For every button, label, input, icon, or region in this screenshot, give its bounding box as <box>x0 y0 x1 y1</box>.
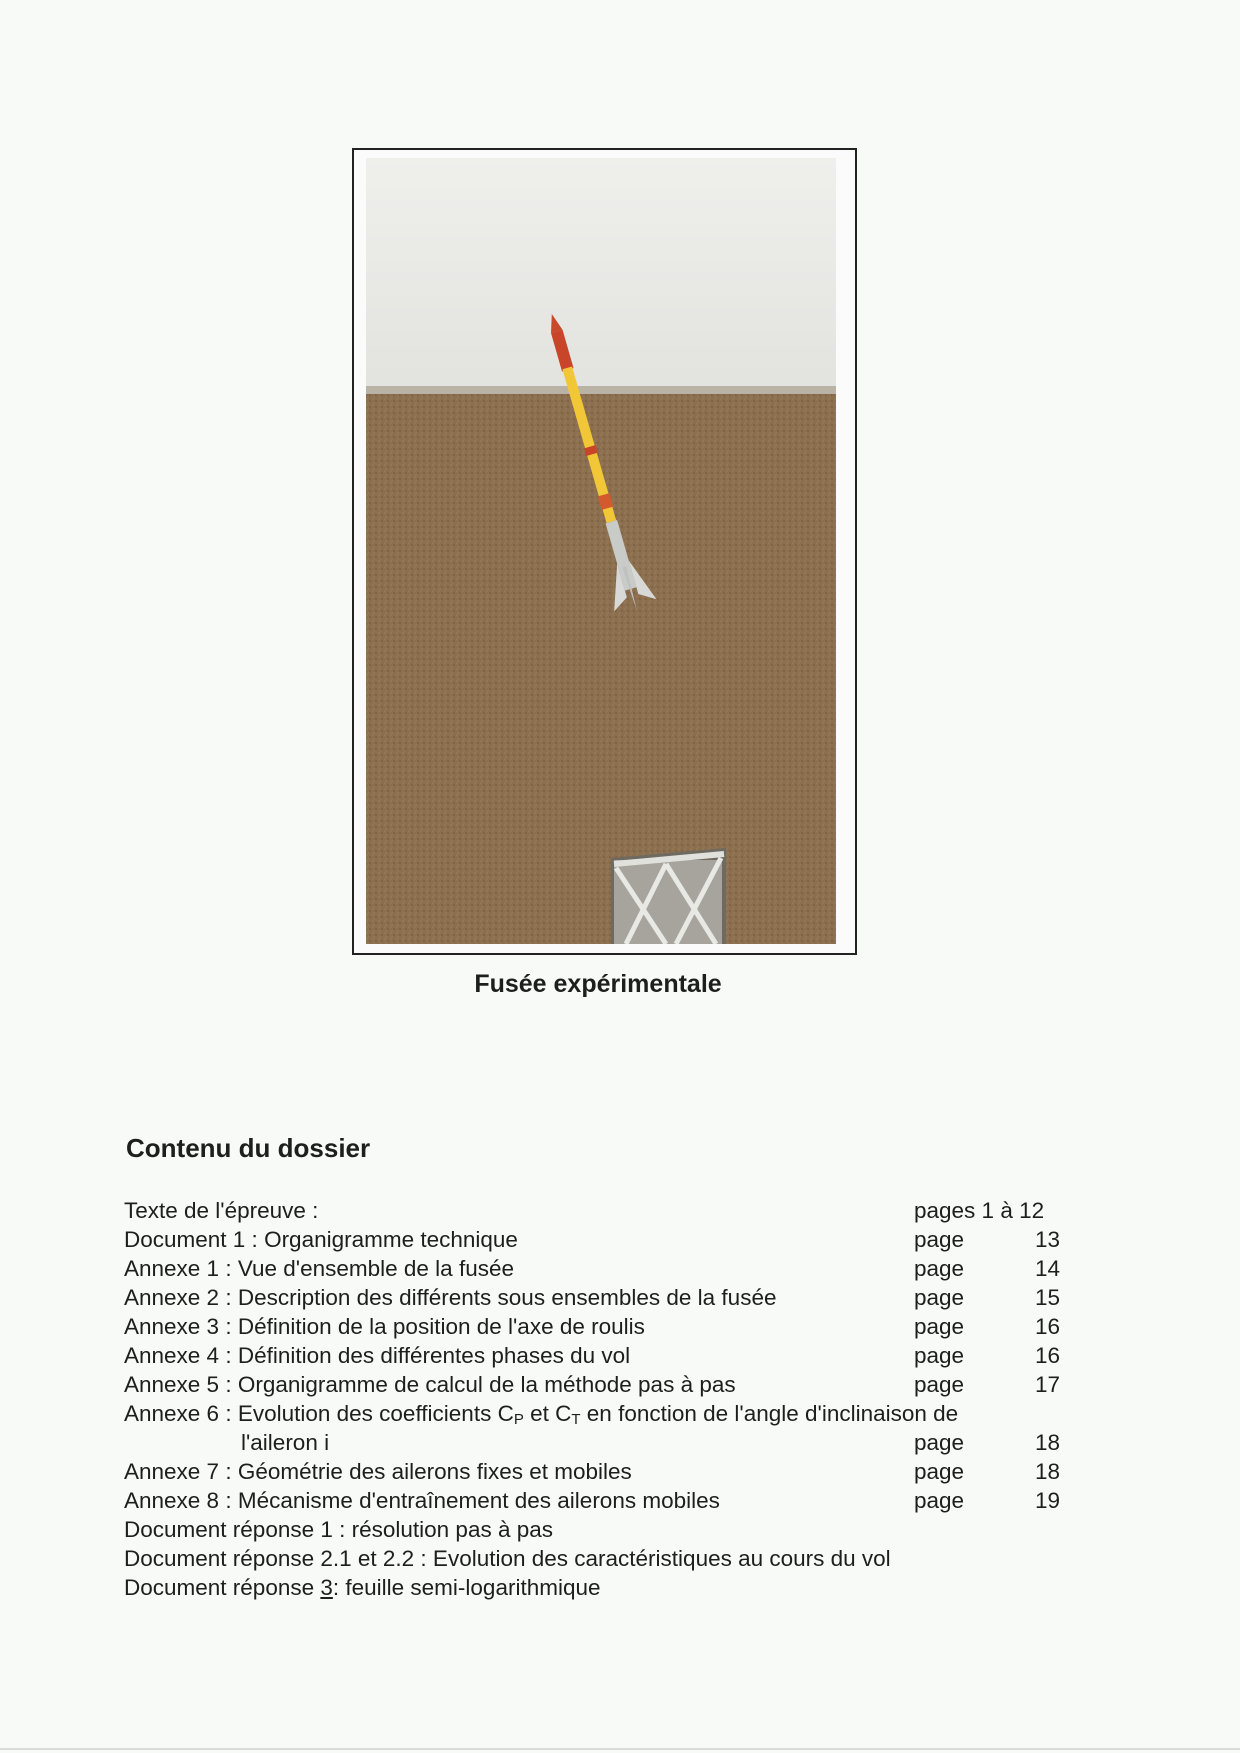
toc-row <box>124 1486 1084 1515</box>
toc-row <box>124 1341 1084 1370</box>
photo-frame <box>352 148 857 955</box>
toc-row <box>124 1457 1084 1486</box>
toc-label: Document réponse 1 : résolution pas à pas <box>124 1517 554 1542</box>
toc-label: Annexe 6 : Evolution des coefficients $C_P$ et $C_T$ en fonction de l'angle d'inclinaison de <box>124 1401 959 1428</box>
toc-label: Document réponse 3: feuille semi-logarithmique <box>124 1575 601 1600</box>
toc-page-number: 15 <box>1034 1285 1060 1310</box>
toc-page-label: page <box>914 1227 965 1252</box>
toc-label: Document réponse 2.1 et 2.2 : Evolution des caractéristiques au cours du vol <box>124 1546 891 1571</box>
toc-label: Annexe 8 : Mécanisme d'entraînement des ailerons mobiles <box>124 1488 720 1513</box>
toc-label: Texte de l'épreuve : <box>124 1198 319 1223</box>
contents-title: Contenu du dossier <box>126 1133 371 1163</box>
toc-row <box>124 1399 1084 1428</box>
page-edge <box>0 1748 1240 1750</box>
rocket-launch-photo <box>366 158 836 944</box>
figure-caption: Fusée expérimentale <box>474 970 722 998</box>
toc-page-number: 19 <box>1034 1488 1060 1513</box>
toc-row <box>124 1225 1084 1254</box>
toc-label: l'aileron i <box>241 1430 330 1455</box>
toc-page-label: page <box>914 1285 965 1310</box>
toc-page-number: 18 <box>1034 1459 1060 1484</box>
toc-page-label: page <box>914 1314 965 1339</box>
toc-label: Annexe 5 : Organigramme de calcul de la méthode pas à pas <box>124 1372 736 1397</box>
toc-page-range: pages 1 à 12 <box>914 1198 1045 1223</box>
toc-page-label: page <box>914 1256 965 1281</box>
toc-page-label: page <box>914 1343 965 1368</box>
toc-page-number: 13 <box>1034 1227 1060 1252</box>
toc-label: Annexe 3 : Définition de la position de l'axe de roulis <box>124 1314 645 1339</box>
toc-page-number: 17 <box>1034 1372 1060 1397</box>
toc-label: Document 1 : Organigramme technique <box>124 1227 518 1252</box>
toc-page-number: 18 <box>1034 1430 1060 1455</box>
toc-label: Annexe 7 : Géométrie des ailerons fixes et mobiles <box>124 1459 632 1484</box>
toc-page-label: page <box>914 1488 965 1513</box>
toc-page-number: 16 <box>1034 1343 1060 1368</box>
toc-page-number: 16 <box>1034 1314 1060 1339</box>
toc-row <box>124 1428 1084 1457</box>
toc-row <box>124 1254 1084 1283</box>
toc-page-label: page <box>914 1459 965 1484</box>
toc-page-number: 14 <box>1034 1256 1060 1281</box>
toc-row <box>124 1283 1084 1312</box>
contents-list <box>124 1196 1084 1602</box>
toc-page-label: page <box>914 1430 965 1455</box>
toc-row <box>124 1312 1084 1341</box>
toc-label: Annexe 2 : Description des différents sous ensembles de la fusée <box>124 1285 777 1310</box>
toc-row <box>124 1370 1084 1399</box>
toc-row <box>124 1515 1084 1544</box>
toc-page-label: page <box>914 1372 965 1397</box>
toc-label: Annexe 4 : Définition des différentes phases du vol <box>124 1343 631 1368</box>
toc-row <box>124 1196 1084 1225</box>
toc-row <box>124 1544 1084 1573</box>
toc-label: Annexe 1 : Vue d'ensemble de la fusée <box>124 1256 514 1281</box>
toc-row <box>124 1573 1084 1602</box>
